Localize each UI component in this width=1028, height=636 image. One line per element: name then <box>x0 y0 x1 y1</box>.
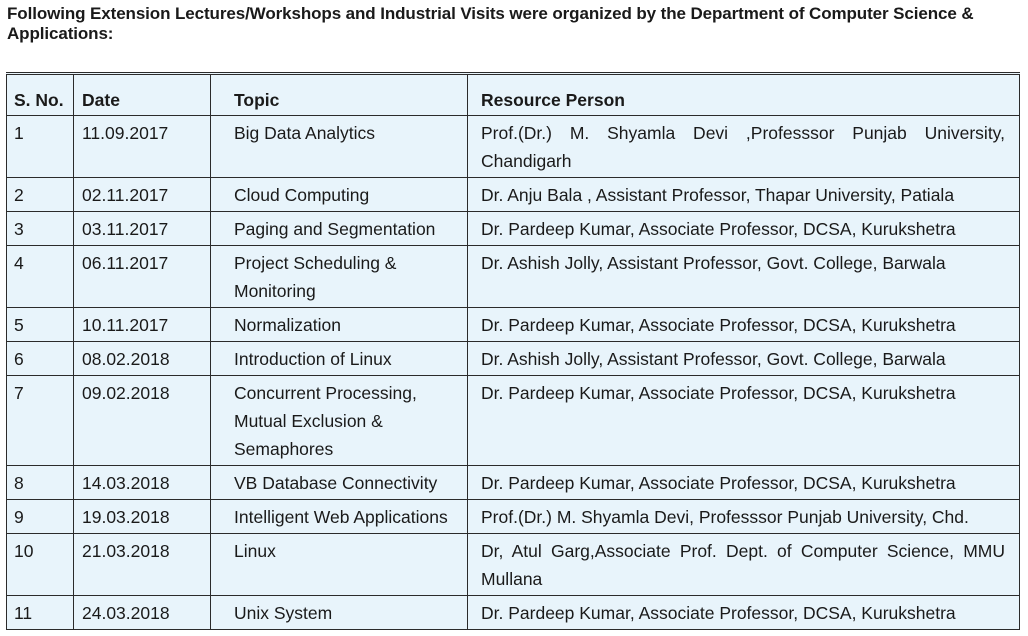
cell-date: 03.11.2017 <box>74 212 211 246</box>
cell-sno: 8 <box>7 466 74 500</box>
lectures-table <box>6 72 1020 630</box>
cell-resource-person: Dr. Pardeep Kumar, Associate Professor, DCSA, Kurukshetra <box>468 376 1020 466</box>
table-row <box>7 596 1020 630</box>
cell-date: 06.11.2017 <box>74 246 211 308</box>
cell-topic: Paging and Segmentation <box>211 212 468 246</box>
cell-sno: 11 <box>7 596 74 630</box>
header-resource-person: Resource Person <box>468 74 1020 116</box>
cell-topic: Big Data Analytics <box>211 116 468 178</box>
cell-sno: 10 <box>7 534 74 596</box>
table-row <box>7 246 1020 308</box>
cell-topic: Linux <box>211 534 468 596</box>
cell-sno: 1 <box>7 116 74 178</box>
cell-sno: 6 <box>7 342 74 376</box>
cell-resource-person: Prof.(Dr.) M. Shyamla Devi, Professsor Punjab University, Chd. <box>468 500 1020 534</box>
table-row <box>7 376 1020 466</box>
cell-resource-person: Dr. Pardeep Kumar, Associate Professor, DCSA, Kurukshetra <box>468 308 1020 342</box>
cell-resource-person: Dr. Pardeep Kumar, Associate Professor, DCSA, Kurukshetra <box>468 212 1020 246</box>
header-topic: Topic <box>211 74 468 116</box>
cell-resource-person: Dr. Pardeep Kumar, Associate Professor, DCSA, Kurukshetra <box>468 596 1020 630</box>
cell-sno: 9 <box>7 500 74 534</box>
table-row <box>7 178 1020 212</box>
cell-sno: 2 <box>7 178 74 212</box>
cell-sno: 4 <box>7 246 74 308</box>
table-row <box>7 212 1020 246</box>
cell-date: 14.03.2018 <box>74 466 211 500</box>
cell-topic: VB Database Connectivity <box>211 466 468 500</box>
table-header-row <box>7 74 1020 116</box>
cell-date: 10.11.2017 <box>74 308 211 342</box>
cell-topic: Normalization <box>211 308 468 342</box>
cell-resource-person: Dr. Ashish Jolly, Assistant Professor, Govt. College, Barwala <box>468 246 1020 308</box>
table-row <box>7 116 1020 178</box>
cell-date: 08.02.2018 <box>74 342 211 376</box>
cell-topic: Concurrent Processing, Mutual Exclusion & Semaphores <box>211 376 468 466</box>
cell-sno: 5 <box>7 308 74 342</box>
cell-sno: 7 <box>7 376 74 466</box>
table-row <box>7 500 1020 534</box>
cell-date: 21.03.2018 <box>74 534 211 596</box>
cell-resource-person: Prof.(Dr.) M. Shyamla Devi ,Professsor Punjab University, Chandigarh <box>468 116 1020 178</box>
cell-resource-person: Dr, Atul Garg,Associate Prof. Dept. of Computer Science, MMU Mullana <box>468 534 1020 596</box>
cell-date: 24.03.2018 <box>74 596 211 630</box>
cell-date: 11.09.2017 <box>74 116 211 178</box>
cell-sno: 3 <box>7 212 74 246</box>
cell-topic: Intelligent Web Applications <box>211 500 468 534</box>
cell-topic: Introduction of Linux <box>211 342 468 376</box>
cell-topic: Project Scheduling & Monitoring <box>211 246 468 308</box>
header-date: Date <box>74 74 211 116</box>
cell-topic: Cloud Computing <box>211 178 468 212</box>
table-row <box>7 308 1020 342</box>
cell-date: 09.02.2018 <box>74 376 211 466</box>
cell-date: 19.03.2018 <box>74 500 211 534</box>
table-row <box>7 534 1020 596</box>
header-sno: S. No. <box>7 74 74 116</box>
page-heading: Following Extension Lectures/Workshops and Industrial Visits were organized by the Department of Computer Science & Applications: <box>7 4 974 43</box>
table-row <box>7 342 1020 376</box>
table-row <box>7 466 1020 500</box>
cell-resource-person: Dr. Pardeep Kumar, Associate Professor, DCSA, Kurukshetra <box>468 466 1020 500</box>
cell-topic: Unix System <box>211 596 468 630</box>
cell-resource-person: Dr. Anju Bala , Assistant Professor, Thapar University, Patiala <box>468 178 1020 212</box>
cell-resource-person: Dr. Ashish Jolly, Assistant Professor, Govt. College, Barwala <box>468 342 1020 376</box>
cell-date: 02.11.2017 <box>74 178 211 212</box>
